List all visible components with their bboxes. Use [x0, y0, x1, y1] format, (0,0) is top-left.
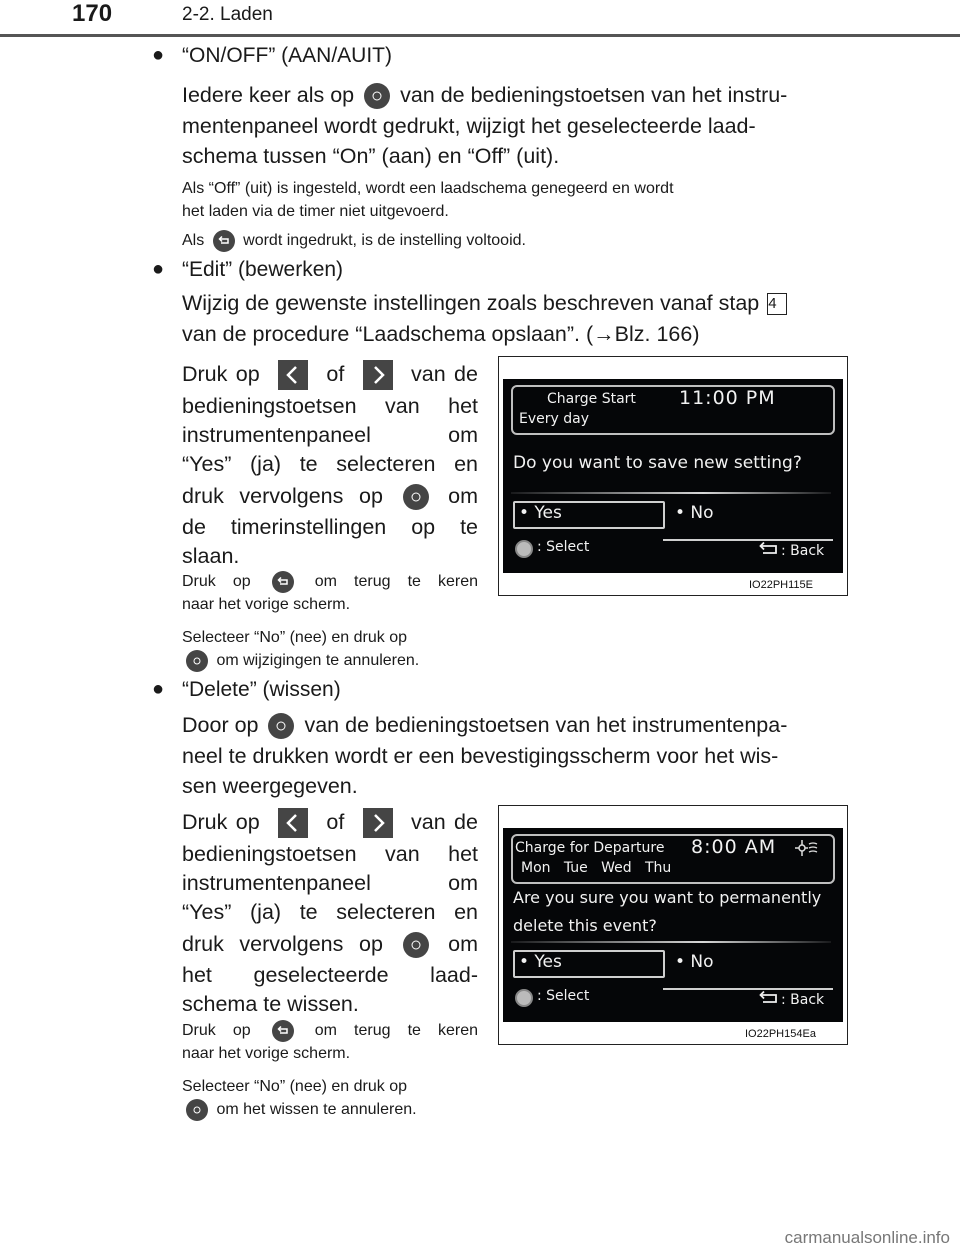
section-delete-note-a — [182, 1019, 478, 1065]
ok-button-icon — [186, 650, 208, 672]
select-knob-icon — [515, 989, 533, 1007]
section-onoff-text — [182, 80, 842, 172]
text-span: Wijzig de gewenste instellingen zoals beschreven vanaf stap — [182, 291, 760, 315]
text-line: bedieningstoetsen van het — [182, 842, 478, 866]
right-arrow-button-icon — [363, 360, 393, 390]
ok-button-icon — [268, 713, 294, 739]
display-screen — [503, 828, 843, 1022]
text-line: het geselecteerde laad- — [182, 963, 478, 987]
text-span: om terug te keren — [314, 573, 478, 590]
left-arrow-button-icon — [278, 808, 308, 838]
section-edit-note-a — [182, 570, 478, 616]
step-number-box: 4 — [767, 293, 787, 315]
charge-time: 11:00 PM — [679, 387, 776, 409]
text-line: sen weergegeven. — [182, 774, 358, 798]
text-line: “Yes” (ja) te selecteren en — [182, 900, 478, 924]
text-span: om het wissen te annuleren. — [216, 1101, 417, 1118]
climate-fan-icon — [793, 838, 819, 858]
back-arrow-icon — [755, 990, 781, 1006]
bullet-icon: ● — [152, 258, 165, 280]
text-line: schema tussen “On” (aan) en “Off” (uit). — [182, 144, 560, 168]
page-number: 170 — [72, 0, 113, 27]
left-arrow-button-icon — [278, 360, 308, 390]
text-line: “Yes” (ja) te selecteren en — [182, 452, 478, 476]
text-line: het laden via de timer niet uitgevoerd. — [182, 203, 449, 220]
select-knob-icon — [515, 540, 533, 558]
text-line: Selecteer “No” (nee) en druk op — [182, 1078, 407, 1095]
text-span: van de — [411, 362, 478, 386]
back-button-icon — [213, 230, 235, 252]
text-span: druk vervolgens op — [182, 932, 383, 956]
text-line: Selecteer “No” (nee) en druk op — [182, 629, 407, 646]
back-hint: : Back — [781, 992, 825, 1008]
text-span: van de bedieningstoetsen van het instru- — [400, 83, 788, 107]
yes-option[interactable]: • Yes — [519, 952, 562, 972]
text-line: de timerinstellingen op te — [182, 515, 478, 539]
text-span: of — [326, 362, 345, 386]
section-edit-note-b — [182, 626, 482, 672]
text-line: instrumentenpaneel om — [182, 871, 478, 895]
section-delete-title: “Delete” (wissen) — [182, 678, 341, 701]
delete-question-line1: Are you sure you want to permanently — [513, 888, 822, 907]
watermark: carmanualsonline.info — [784, 1228, 950, 1247]
select-hint: : Select — [537, 988, 590, 1004]
no-option[interactable]: • No — [675, 952, 714, 972]
yes-option[interactable]: • Yes — [519, 503, 562, 523]
bullet-icon: ● — [152, 44, 165, 66]
back-button-icon — [272, 1020, 294, 1042]
text-span: druk vervolgens op — [182, 484, 383, 508]
bullet-icon: ● — [152, 678, 165, 700]
text-span: Iedere keer als op — [182, 83, 355, 107]
text-span: Als — [182, 232, 205, 249]
ok-button-icon — [403, 484, 429, 510]
text-line: naar het vorige scherm. — [182, 596, 351, 613]
select-hint: : Select — [537, 539, 590, 555]
header-rule — [0, 34, 960, 37]
text-span: of — [326, 810, 345, 834]
text-line: bedieningstoetsen van het — [182, 394, 478, 418]
section-edit-title: “Edit” (bewerken) — [182, 258, 344, 281]
screenshot-save-setting — [498, 356, 848, 596]
text-line: mentenpaneel wordt gedrukt, wijzigt het geselecteerde laad- — [182, 113, 756, 138]
text-span: om — [448, 484, 478, 508]
text-span: Door op — [182, 713, 259, 737]
text-line: schema te wissen. — [182, 992, 359, 1016]
back-hint: : Back — [781, 543, 825, 559]
back-arrow-icon — [755, 541, 781, 557]
confirm-question: Do you want to save new setting? — [513, 453, 802, 473]
text-span: Druk op — [182, 573, 251, 590]
delete-question-line2: delete this event? — [513, 916, 657, 935]
text-span: Druk op — [182, 1022, 251, 1039]
section-delete-note-b — [182, 1075, 482, 1121]
text-span: Druk op — [182, 810, 260, 834]
right-arrow-button-icon — [363, 808, 393, 838]
divider-line — [511, 492, 831, 494]
text-line: slaan. — [182, 544, 240, 568]
figure-code: IO22PH115E — [749, 579, 814, 591]
text-line: naar het vorige scherm. — [182, 1045, 351, 1062]
departure-time: 8:00 AM — [691, 836, 777, 858]
section-delete-text — [182, 710, 842, 802]
text-line: van de procedure “Laadschema opslaan”. (→Blz. 166) — [182, 321, 700, 346]
text-span: Druk op — [182, 362, 260, 386]
back-button-icon — [272, 571, 294, 593]
figure-code: IO22PH154Ea — [745, 1028, 816, 1040]
section-onoff-title: “ON/OFF” (AAN/AUIT) — [182, 44, 392, 67]
text-span: wordt ingedrukt, is de instelling voltooid. — [243, 232, 526, 249]
text-span: om terug te keren — [314, 1022, 478, 1039]
text-span: van de — [411, 810, 478, 834]
text-span: om wijzigingen te annuleren. — [216, 652, 420, 669]
screenshot-delete-event — [498, 805, 848, 1045]
no-option[interactable]: • No — [675, 503, 714, 523]
chapter-title: 2-2. Laden — [182, 4, 273, 25]
text-span: van de bedieningstoetsen van het instrumentenpa- — [304, 713, 788, 737]
repeat-label: Every day — [519, 411, 589, 427]
display-screen — [503, 379, 843, 573]
text-line: Als “Off” (uit) is ingesteld, wordt een laadschema genegeerd en wordt — [182, 180, 674, 197]
section-edit-text — [182, 288, 842, 349]
text-line: neel te drukken wordt er een bevestigingsscherm voor het wis- — [182, 743, 779, 768]
ok-button-icon — [403, 932, 429, 958]
charge-start-label: Charge Start — [547, 391, 636, 407]
section-onoff-note — [182, 177, 842, 223]
divider-line — [511, 941, 831, 943]
charge-departure-label: Charge for Departure — [515, 840, 665, 856]
ok-button-icon — [364, 83, 390, 109]
section-onoff-note2 — [182, 229, 842, 252]
text-span: om — [448, 932, 478, 956]
section-edit-column — [182, 360, 478, 571]
days-label: Mon Tue Wed Thu — [521, 860, 672, 876]
section-delete-column — [182, 808, 478, 1019]
ok-button-icon — [186, 1099, 208, 1121]
text-line: instrumentenpaneel om — [182, 423, 478, 447]
